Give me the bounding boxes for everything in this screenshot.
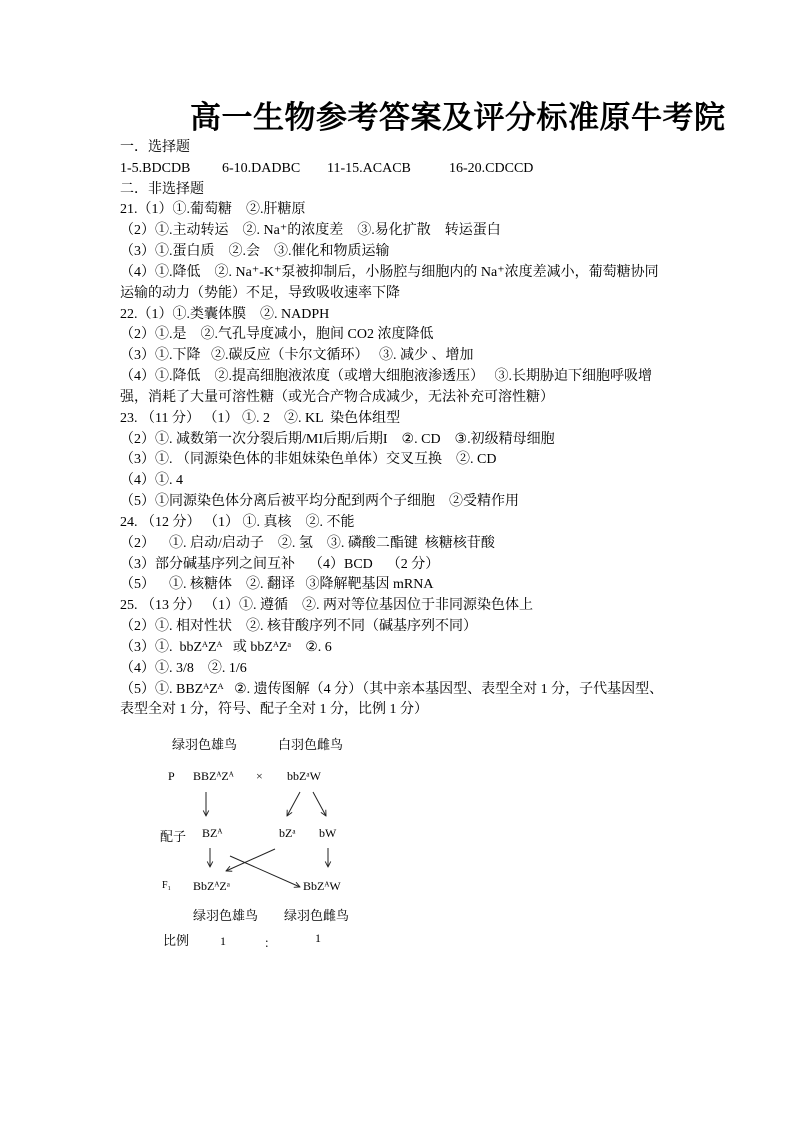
ratio-value-female: 1 [315, 931, 321, 945]
ratio-separator: ： [264, 936, 277, 950]
page-title: 高一生物参考答案及评分标准原牛考院 [190, 100, 726, 135]
parent-female-label: 白羽色雌鸟 [278, 737, 344, 752]
arrow-female-to-gamete-za [287, 792, 300, 816]
p-generation-symbol: P [168, 769, 175, 783]
q25-part3: （3）①. bbZᴬZᴬ 或 bbZᴬZᵃ ②. 6 [120, 639, 332, 655]
q24-part3-4: （3）部分碱基序列之间互补 （4）BCD （2 分） [120, 556, 440, 572]
q22-part2: （2）①.是 ②.气孔导度减小，胞间 CO2 浓度降低 [120, 327, 434, 343]
ratio-value-male: 1 [220, 934, 226, 948]
answer-body [120, 138, 760, 721]
gamete-label: 配子 [160, 829, 187, 844]
q25-part1: 25. （13 分） （1）①. 遵循 ②. 两对等位基因位于非同源染色体上 [120, 598, 533, 614]
q22-part3: （3）①.下降 ②.碳反应（卡尔文循环） ③. 减少 、增加 [120, 348, 474, 364]
choice-answer-1-5: 1-5.BDCDB [120, 160, 191, 176]
f1-male-phenotype: 绿羽色雄鸟 [193, 908, 259, 923]
q24-part1: 24. （12 分） （1） ①. 真核 ②. 不能 [120, 514, 355, 530]
q23-part2: （2）①. 减数第一次分裂后期/MI后期/后期I ②. CD ③.初级精母细胞 [120, 431, 555, 447]
q23-part5: （5）①同源染色体分离后被平均分配到两个子细胞 ②受精作用 [120, 494, 519, 510]
parent-female-genotype: bbZᵃW [287, 769, 321, 783]
f1-female-phenotype: 绿羽色雌鸟 [284, 908, 350, 923]
f1-female-genotype: BbZᴬW [303, 879, 341, 893]
q25-part5: （5）①. BBZᴬZᴬ ②. 遗传图解（4 分）（其中亲本基因型、表型全对 1 分，子代基因型、 [120, 681, 664, 697]
q22-part4: （4）①.降低 ②.提高细胞液浓度（或增大细胞液渗透压） ③.长期胁迫下细胞呼吸增 [120, 369, 652, 385]
diagram-arrows [150, 730, 380, 960]
q23-part1: 23. （11 分） （1） ①. 2 ②. KL 染色体组型 [120, 410, 401, 426]
q25-part5-cont: 表型全对 1 分，符号、配子全对 1 分，比例 1 分） [120, 702, 428, 718]
f1-generation-symbol: F₁ [162, 880, 172, 891]
arrow-bza-cross-to-f1-male [226, 849, 275, 871]
q21-part4: （4）①.降低 ②. Na⁺-K⁺泵被抑制后，小肠腔与细胞内的 Na⁺浓度差减小，葡萄糖协同 [120, 264, 659, 280]
cross-symbol: × [256, 769, 263, 783]
choice-answer-11-15: 11-15.ACACB [327, 160, 411, 176]
q25-part4: （4）①. 3/8 ②. 1/6 [120, 660, 247, 676]
choice-answers-row [120, 159, 760, 180]
q23-part4: （4）①. 4 [120, 473, 183, 489]
q21-part1: 21.（1）①.葡萄糖 ②.肝糖原 [120, 202, 306, 218]
parent-male-genotype: BBZᴬZᴬ [193, 769, 234, 783]
q22-part4-cont: 强，消耗了大量可溶性糖（或光合产物合成减少，无法补充可溶性糖） [120, 389, 554, 405]
q22-part1: 22.（1）①.类囊体膜 ②. NADPH [120, 306, 330, 322]
f1-male-genotype: BbZᴬZᵃ [193, 879, 231, 893]
gamete-bw: bW [319, 826, 337, 840]
gamete-bza: BZᴬ [202, 826, 223, 840]
choice-section-heading: 一．选择题 [120, 140, 190, 155]
genetic-cross-diagram [150, 730, 380, 960]
arrow-bza-cross-to-f1-female [230, 856, 300, 887]
nonchoice-section-heading: 二．非选择题 [120, 181, 204, 197]
q25-part2: （2）①. 相对性状 ②. 核苷酸序列不同（碱基序列不同） [120, 619, 477, 635]
q21-part3: （3）①.蛋白质 ②.会 ③.催化和物质运输 [120, 244, 390, 260]
parent-male-label: 绿羽色雄鸟 [172, 737, 238, 752]
ratio-label: 比例 [163, 933, 190, 948]
q24-part2: （2） ①. 启动/启动子 ②. 氢 ③. 磷酸二酯键 核糖核苷酸 [120, 535, 495, 551]
arrow-female-to-gamete-w [313, 792, 326, 816]
q23-part3: （3）①. （同源染色体的非姐妹染色单体）交叉互换 ②. CD [120, 452, 497, 468]
q21-part4-cont: 运输的动力（势能）不足，导致吸收速率下降 [120, 285, 400, 301]
choice-answer-6-10: 6-10.DADBC [222, 160, 301, 176]
choice-answer-16-20: 16-20.CDCCD [449, 160, 534, 176]
q21-part2: （2）①.主动转运 ②. Na⁺的浓度差 ③.易化扩散 转运蛋白 [120, 223, 501, 239]
q24-part5: （5） ①. 核糖体 ②. 翻译 ③降解靶基因 mRNA [120, 577, 434, 593]
gamete-bza-recessive: bZᵃ [279, 826, 296, 840]
